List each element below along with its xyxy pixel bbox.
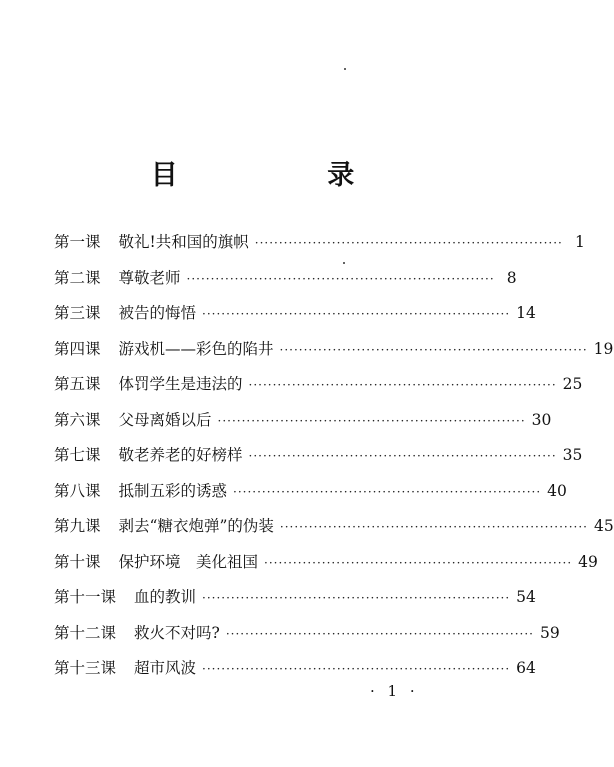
- page-ref: 35: [562, 446, 583, 464]
- toc-entry: [54, 587, 536, 623]
- lesson-number: 第十一课: [54, 588, 117, 606]
- lesson-title: 体罚学生是违法的: [118, 375, 243, 393]
- lesson-number: 第四课: [54, 339, 101, 358]
- toc-entry: [54, 374, 583, 410]
- toc-entry: [54, 623, 560, 659]
- lesson-title: 血的教训: [134, 588, 197, 606]
- lesson-title: 救火不对吗?: [134, 623, 220, 642]
- toc-entry: [54, 339, 614, 375]
- dot-leader: ································································: [225, 626, 534, 641]
- toc-entry: [54, 481, 567, 517]
- page-ref: 14: [516, 304, 536, 322]
- lesson-number: 第五课: [54, 375, 101, 393]
- dot-leader: ································································: [217, 413, 526, 428]
- lesson-number: 第一课: [54, 233, 101, 251]
- dot-leader: ································································: [279, 342, 588, 357]
- dot-leader: ································································: [264, 555, 573, 570]
- toc-entry: [54, 445, 583, 481]
- lesson-title: 保护环境 美化祖国: [118, 552, 259, 571]
- lesson-title: 游戏机——彩色的陷井: [118, 339, 274, 358]
- page-ref: 54: [516, 588, 536, 606]
- toc-entry: [54, 268, 517, 304]
- dot-leader: ································································: [202, 662, 511, 676]
- lesson-title: 抵制五彩的诱惑: [118, 481, 228, 500]
- toc-entry: [54, 410, 552, 446]
- dot-leader: ································································: [186, 271, 495, 286]
- page-ref: 30: [531, 410, 552, 429]
- toc-entry: [54, 516, 614, 552]
- toc-entry: [54, 303, 536, 339]
- lesson-title: 被告的悔悟: [118, 304, 197, 322]
- dot-leader: ································································: [254, 236, 563, 250]
- lesson-title: 超市风波: [134, 659, 197, 677]
- dot-leader: ································································: [248, 378, 557, 392]
- dot-leader: ································································: [248, 449, 557, 463]
- page-title: 目 录: [150, 160, 425, 191]
- stray-mark: [344, 68, 346, 70]
- page-number: · 1 ·: [370, 682, 419, 700]
- lesson-number: 第八课: [54, 481, 101, 500]
- dot-leader: ································································: [233, 484, 542, 499]
- dot-leader: ································································: [202, 591, 511, 605]
- page-ref: 1: [575, 233, 585, 251]
- page-ref: 19: [593, 339, 614, 358]
- lesson-number: 第十二课: [54, 623, 117, 642]
- toc-entry: [54, 552, 598, 588]
- lesson-number: 第二课: [54, 268, 101, 287]
- page-ref: 25: [562, 375, 583, 393]
- page-ref: 49: [578, 552, 598, 571]
- lesson-title: 尊敬老师: [118, 268, 181, 287]
- lesson-title: 父母离婚以后: [118, 410, 212, 429]
- lesson-number: 第九课: [54, 517, 101, 535]
- lesson-number: 第六课: [54, 410, 101, 429]
- page-ref: 8: [506, 268, 517, 287]
- lesson-title: 剥去“糖衣炮弹”的伪装: [118, 517, 274, 535]
- lesson-title: 敬老养老的好榜样: [118, 446, 243, 464]
- lesson-title: 敬礼!共和国的旗帜: [118, 233, 249, 251]
- toc-entry: [54, 232, 585, 268]
- table-of-contents: [54, 232, 614, 694]
- page-ref: 45: [594, 517, 614, 535]
- lesson-number: 第十课: [54, 552, 101, 571]
- lesson-number: 第七课: [54, 446, 101, 464]
- lesson-number: 第三课: [54, 304, 101, 322]
- lesson-number: 第十三课: [54, 659, 117, 677]
- page-ref: 64: [516, 659, 536, 677]
- dot-leader: ································································: [202, 307, 511, 321]
- dot-leader: ································································: [279, 520, 588, 534]
- page-ref: 40: [547, 481, 567, 500]
- page-ref: 59: [539, 623, 560, 642]
